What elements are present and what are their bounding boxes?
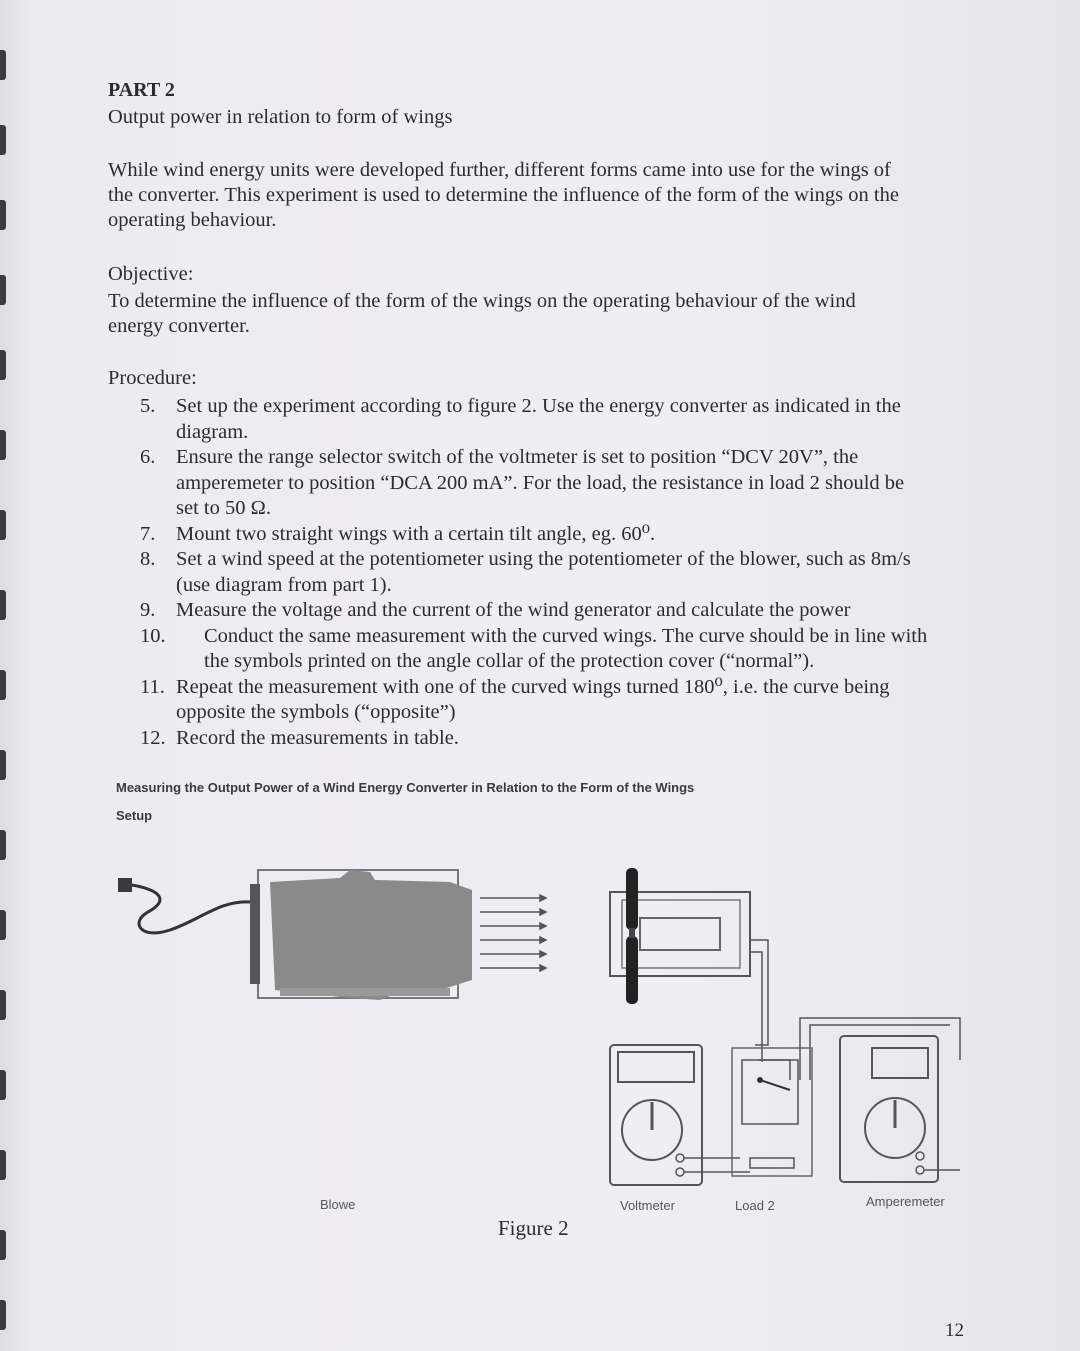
step-number: 9. <box>140 599 156 621</box>
objective-line: To determine the influence of the form of the wings on the operating behaviour of the wind <box>108 290 856 312</box>
step-line: Mount two straight wings with a certain tilt angle, eg. 60⁰. <box>176 522 656 545</box>
step-line: Conduct the same measurement with the curved wings. The curve should be in line with <box>204 624 928 647</box>
intro-line: operating behaviour. <box>108 209 277 231</box>
spiral-binding <box>0 0 14 1351</box>
voltmeter-device <box>610 1045 750 1185</box>
procedure-step <box>108 624 998 675</box>
objective-section <box>108 262 998 339</box>
step-number: 12. <box>140 726 166 749</box>
part-title: PART 2 <box>108 79 175 101</box>
figure-caption: Figure 2 <box>498 1216 569 1240</box>
step-line: Measure the voltage and the current of the wind generator and calculate the power <box>176 599 851 621</box>
step-line: Set up the experiment according to figure 2. Use the energy converter as indicated in the <box>176 395 901 417</box>
step-line: Repeat the measurement with one of the curved wings turned 180⁰, i.e. the curve being <box>176 675 890 698</box>
figure-subtitle: Setup <box>116 808 153 823</box>
procedure-step <box>108 394 998 445</box>
objective-label: Objective: <box>108 263 194 285</box>
procedure-step <box>108 522 998 548</box>
step-line: Set a wind speed at the potentiometer using the potentiometer of the blower, such as 8m/s <box>176 548 911 570</box>
blower-device <box>118 870 546 1000</box>
page-number: 12 <box>945 1320 964 1341</box>
setup-diagram <box>100 840 980 1200</box>
step-line: Record the measurements in table. <box>176 726 459 749</box>
procedure-step <box>108 547 998 598</box>
step-number: 10. <box>140 624 166 647</box>
intro-line: While wind energy units were developed further, different forms came into use for the wings of <box>108 159 891 181</box>
step-line: Ensure the range selector switch of the voltmeter is set to position “DCV 20V”, the <box>176 446 859 468</box>
amperemeter-device <box>840 1036 960 1182</box>
procedure-list <box>108 394 998 751</box>
blower-label: Blowe <box>320 1197 356 1212</box>
voltmeter-label: Voltmeter <box>620 1198 675 1213</box>
step-line: amperemeter to position “DCA 200 mA”. For the load, the resistance in load 2 should be <box>176 471 905 494</box>
intro-paragraph <box>108 158 998 233</box>
objective-line: energy converter. <box>108 315 250 337</box>
plug-icon <box>118 878 132 892</box>
part-subtitle: Output power in relation to form of wings <box>108 106 453 128</box>
procedure-step <box>108 726 998 752</box>
procedure-step <box>108 598 998 624</box>
amperemeter-label: Amperemeter <box>866 1194 945 1209</box>
procedure-step <box>108 675 998 726</box>
step-number: 11. <box>140 675 165 698</box>
power-cable <box>132 885 250 933</box>
step-number: 6. <box>140 446 156 468</box>
intro-line: the converter. This experiment is used to determine the influence of the form of the wings on the <box>108 184 899 206</box>
part-heading <box>108 78 998 130</box>
procedure-label: Procedure: <box>108 367 197 389</box>
step-number: 8. <box>140 548 156 570</box>
step-line: (use diagram from part 1). <box>176 573 392 596</box>
step-number: 7. <box>140 522 156 545</box>
figure-title: Measuring the Output Power of a Wind Energy Converter in Relation to the Form of the Wings <box>116 780 695 795</box>
step-number: 5. <box>140 395 156 417</box>
step-line: set to 50 Ω. <box>176 497 271 519</box>
procedure-step <box>108 445 998 522</box>
step-line: the symbols printed on the angle collar of the protection cover (“normal”). <box>204 650 815 672</box>
step-line: diagram. <box>176 420 249 443</box>
step-line: opposite the symbols (“opposite”) <box>176 701 456 723</box>
wind-converter <box>610 868 750 1004</box>
load-label: Load 2 <box>735 1198 775 1213</box>
